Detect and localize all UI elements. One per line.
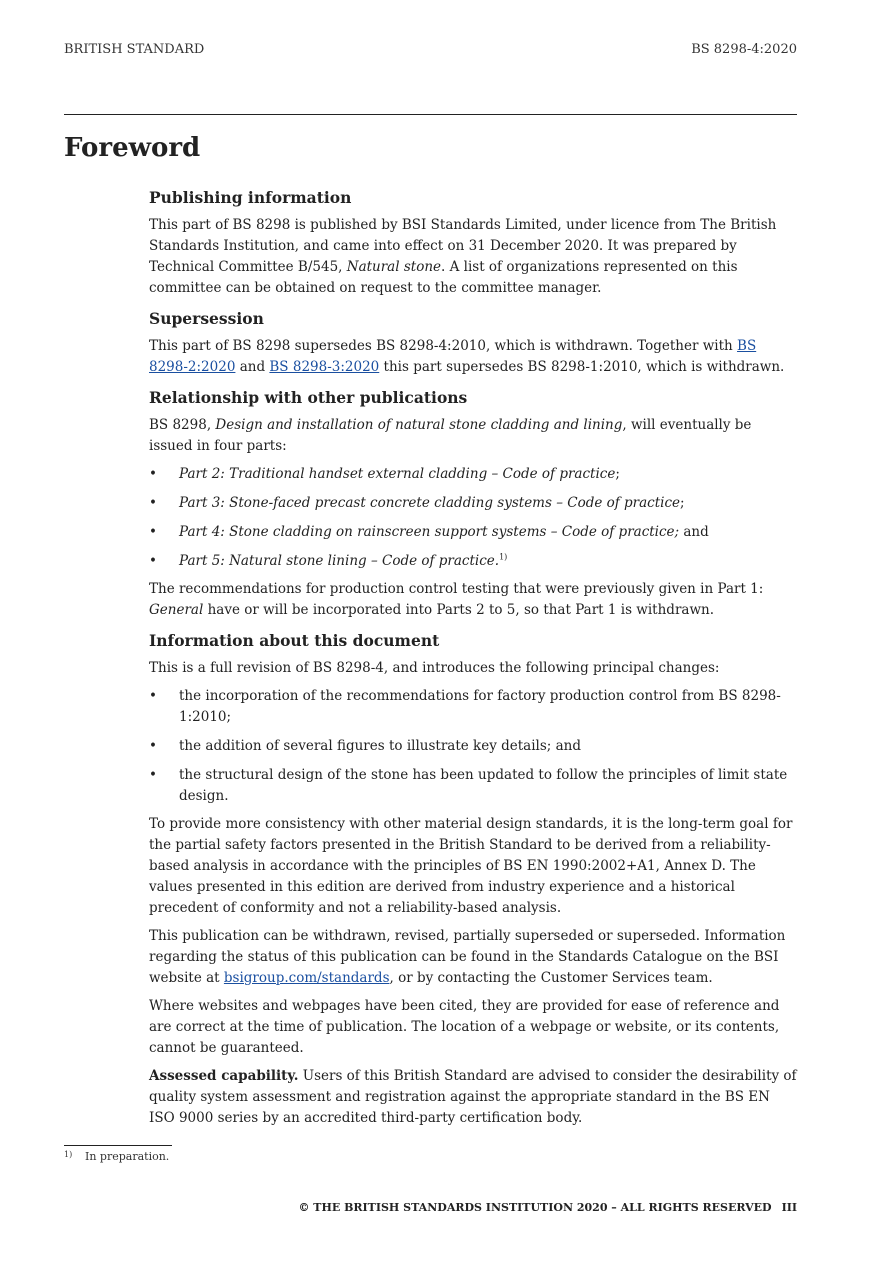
text-run: This publication can be withdrawn, revised, partially superseded or superseded. Information regarding the status of this publication can be found in the Standards Catalogue on the BSI website at	[149, 928, 786, 986]
bullet-icon: •	[149, 524, 157, 540]
bullet-icon: •	[149, 466, 157, 482]
footnote-reference[interactable]: 1)	[499, 552, 508, 562]
bullet-icon: •	[149, 767, 157, 783]
page-number: III	[781, 1201, 797, 1214]
changes-list	[149, 686, 797, 807]
footnote-text: In preparation.	[85, 1150, 170, 1163]
paragraph: This is a full revision of BS 8298-4, and introduces the following principal changes:	[149, 660, 720, 676]
paragraph	[149, 415, 797, 457]
header-rule	[64, 114, 797, 115]
italic-text: Part 5: Natural stone lining – Code of practice.	[179, 553, 500, 569]
running-header	[64, 42, 797, 60]
paragraph: Where websites and webpages have been cited, they are provided for ease of reference and are correct at the time of publication. The location of a webpage or website, or its contents, cannot be guaranteed.	[149, 998, 780, 1056]
section-heading: Relationship with other publications	[149, 388, 468, 407]
text-run: the addition of several figures to illustrate key details; and	[179, 738, 582, 754]
header-right: BS 8298-4:2020	[691, 42, 797, 57]
text-run: The recommendations for production control testing that were previously given in Part 1:	[149, 581, 764, 597]
italic-text: Part 3: Stone-faced precast concrete cladding systems – Code of practice	[179, 495, 681, 511]
italic-text: Part 2: Traditional handset external cladding – Code of practice	[179, 466, 616, 482]
list-item	[149, 765, 797, 807]
foreword-content	[149, 186, 797, 1129]
section-heading: Publishing information	[149, 188, 352, 207]
bold-text: Assessed capability.	[149, 1068, 299, 1084]
text-run: have or will be incorporated into Parts 2 to 5, so that Part 1 is withdrawn.	[203, 602, 714, 618]
section-publishing-information	[149, 186, 797, 299]
header-left: BRITISH STANDARD	[64, 42, 205, 57]
section-heading: Supersession	[149, 309, 264, 328]
text-run: ;	[680, 495, 685, 511]
list-item	[149, 522, 797, 543]
text-run: Users of this British Standard are advised to consider the desirability of quality system assessment and registration against the appropriate standard in the BS EN ISO 9000 series by an accredited third-party certification body.	[149, 1068, 797, 1126]
text-run: This part of BS 8298 is published by BSI Standards Limited, under licence from The British Standards Institution, and came into effect on 31 December 2020. It was prepared by Technical Committee B/545,	[149, 217, 777, 275]
paragraph	[149, 215, 797, 299]
italic-text: Part 4: Stone cladding on rainscreen support systems – Code of practice;	[179, 524, 680, 540]
copyright-notice: © THE BRITISH STANDARDS INSTITUTION 2020 – ALL RIGHTS RESERVED	[298, 1201, 772, 1214]
list-item	[149, 464, 797, 485]
list-item	[149, 551, 797, 572]
parts-list	[149, 464, 797, 572]
footnote-rule	[64, 1145, 172, 1146]
text-run: BS 8298,	[149, 417, 216, 433]
paragraph	[149, 336, 797, 378]
text-run: the incorporation of the recommendations for factory production control from BS 8298-1:2010;	[179, 688, 781, 725]
text-run: . A list of organizations represented on this committee can be obtained on request to the committee manager.	[149, 259, 738, 296]
bullet-icon: •	[149, 688, 157, 704]
text-run: , will eventually be issued in four parts:	[149, 417, 752, 454]
page-title: Foreword	[64, 133, 201, 163]
running-footer	[298, 1201, 797, 1214]
paragraph	[149, 579, 797, 621]
italic-text: Design and installation of natural stone cladding and lining	[215, 417, 623, 433]
section-heading: Information about this document	[149, 631, 440, 650]
bullet-icon: •	[149, 553, 157, 569]
text-run: ;	[615, 466, 620, 482]
section-supersession	[149, 307, 797, 378]
link-bsigroup-standards[interactable]: bsigroup.com/standards	[223, 970, 390, 986]
text-run: and	[235, 359, 270, 375]
list-item	[149, 736, 797, 757]
paragraph: To provide more consistency with other material design standards, it is the long-term goal for the partial safety factors presented in the British Standard to be derived from a reliability-based analysis in accordance with the principles of BS EN 1990:2002+A1, Annex D. The values presented in this edition are derived from industry experience and a historical precedent of conformity and not a reliability-based analysis.	[149, 816, 793, 916]
list-item	[149, 493, 797, 514]
section-relationship	[149, 386, 797, 621]
italic-text: General	[149, 602, 204, 618]
list-item	[149, 686, 797, 728]
paragraph	[149, 926, 797, 989]
link-bs-8298-3[interactable]: BS 8298-3:2020	[269, 359, 380, 375]
bullet-icon: •	[149, 495, 157, 511]
text-run: , or by contacting the Customer Services team.	[389, 970, 713, 986]
link-bs-8298-2[interactable]: BS 8298-2:2020	[149, 338, 757, 375]
text-run: and	[679, 524, 709, 540]
footnote-mark: 1)	[64, 1150, 73, 1159]
italic-text: Natural stone	[346, 259, 442, 275]
paragraph	[149, 1066, 797, 1129]
text-run: This part of BS 8298 supersedes BS 8298-4:2010, which is withdrawn. Together with	[149, 338, 738, 354]
bullet-icon: •	[149, 738, 157, 754]
section-information	[149, 629, 797, 1129]
text-run: this part supersedes BS 8298-1:2010, which is withdrawn.	[379, 359, 785, 375]
text-run: the structural design of the stone has been updated to follow the principles of limit state design.	[179, 767, 788, 804]
